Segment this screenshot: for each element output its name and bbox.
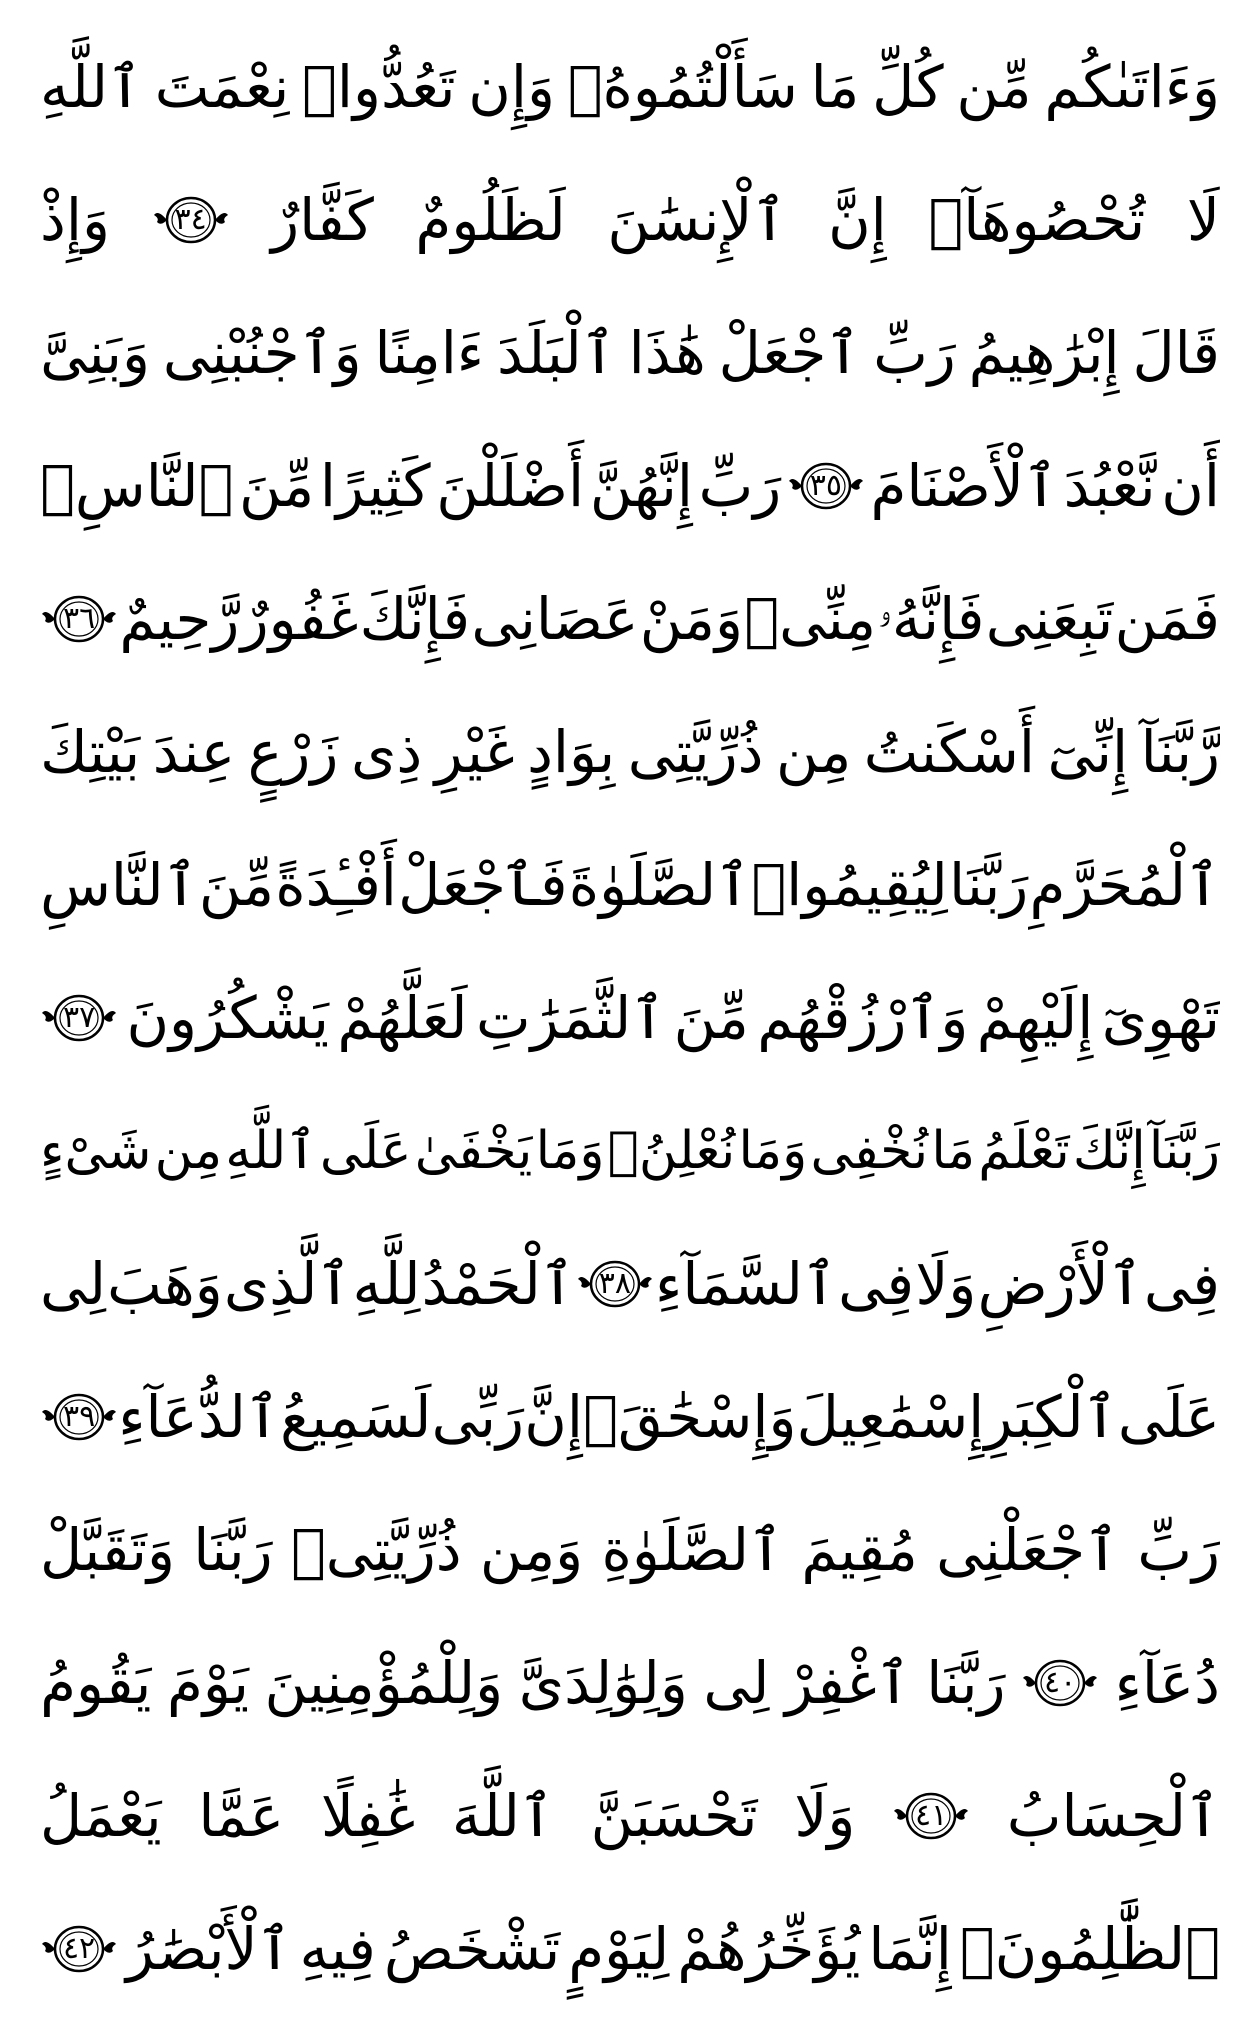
ayah-marker: [892, 1785, 970, 1847]
verse-word: عَلَى: [1117, 1382, 1220, 1451]
verse-word: رَّحِيمٌ: [119, 584, 240, 653]
verse-word: شَىْءٍ: [40, 1120, 152, 1181]
verse-word: ءَامِنًا: [374, 318, 485, 387]
text-line: [40, 1350, 1220, 1483]
verse-word: تَبِعَنِى: [985, 584, 1114, 653]
verse-word: مِّنَ: [239, 451, 315, 520]
ayah-marker: [787, 455, 865, 517]
verse-word: ٱلصَّلَوٰةِ: [601, 1515, 783, 1584]
ayah-marker: [40, 588, 118, 650]
verse-word: فَٱجْعَلْ: [398, 850, 568, 919]
verse-word: بِوَادٍ: [527, 717, 616, 786]
verse-word: غَفُورٌ: [240, 584, 359, 653]
verse-word: عَصَانِى: [471, 584, 639, 653]
verse-word: دُعَآءِ: [1114, 1648, 1220, 1717]
verse-word: ذُرِّيَّتِى: [627, 717, 764, 786]
verse-word: ذِى: [350, 717, 423, 786]
verse-word: وَلَا: [794, 1781, 856, 1850]
verse-word: كُلِّ: [872, 52, 944, 121]
verse-word: ٱجْعَلْنِى: [936, 1515, 1120, 1584]
verse-word: وَمَا: [535, 1120, 605, 1181]
verse-word: رَبِّ: [1137, 1515, 1220, 1584]
verse-word: فَإِنَّكَ: [359, 584, 471, 653]
verse-word: لَسَمِيعُ: [280, 1382, 432, 1451]
verse-word: لِى: [703, 1648, 770, 1717]
verse-word: مَا: [931, 1120, 976, 1181]
verse-word: فَمَن: [1114, 584, 1220, 653]
text-line: [40, 1483, 1220, 1616]
ayah-number: ٤٠: [1043, 1664, 1077, 1700]
verse-word: لَا: [1186, 185, 1220, 254]
verse-word: وَٱرْزُقْهُم: [757, 983, 969, 1052]
mushaf-page: [40, 20, 1220, 2020]
verse-word: رَبِّى: [431, 1382, 525, 1451]
verse-word: لِيَوْمٍ: [568, 1914, 670, 1983]
verse-word: يُؤَخِّرُهُمْ: [677, 1914, 861, 1983]
verse-word: ٱلسَّمَآءِ: [655, 1249, 837, 1318]
verse-word: مُقِيمَ: [801, 1515, 918, 1584]
ayah-marker: [40, 1918, 118, 1980]
verse-word: يَعْمَلُ: [40, 1781, 162, 1850]
verse-word: وَإِسْحَٰقَۚ: [583, 1382, 797, 1451]
verse-word: ٱللَّهِ: [40, 52, 142, 121]
verse-word: مِّنَ: [198, 850, 275, 919]
verse-word: رَبَّنَا: [193, 1515, 273, 1584]
ayah-marker: [40, 1386, 118, 1448]
text-line: [40, 286, 1220, 419]
ayah-marker: [40, 987, 118, 1049]
verse-word: تُحْصُوهَآۗ: [928, 185, 1146, 254]
ayah-number: ٣٩: [62, 1398, 96, 1434]
verse-word: وَٱجْنُبْنِى: [162, 318, 362, 387]
verse-word: فَإِنَّهُۥ: [877, 584, 985, 653]
verse-word: أَضْلَلْنَ: [436, 451, 585, 520]
verse-word: ٱلظَّٰلِمُونَۚ: [959, 1914, 1220, 1983]
ayah-marker: [152, 189, 230, 251]
verse-word: إِنَّمَا: [868, 1914, 952, 1983]
text-line: [40, 818, 1220, 951]
verse-word: وَمِن: [479, 1515, 584, 1584]
verse-word: أَسْكَنتُ: [863, 717, 1035, 786]
verse-word: رَبِّ: [873, 318, 956, 387]
verse-word: يَوْمَ: [166, 1648, 249, 1717]
verse-word: يَشْكُرُونَ: [126, 983, 329, 1052]
verse-word: تَعْلَمُ: [978, 1120, 1070, 1181]
verse-word: نُعْلِنُۗ: [607, 1120, 736, 1181]
verse-word: تَشْخَصُ: [383, 1914, 561, 1983]
verse-word: لِى: [40, 1249, 107, 1318]
verse-word: وَمَا: [738, 1120, 808, 1181]
verse-word: لِيُقِيمُوا۟: [751, 850, 948, 919]
verse-word: وَءَاتَىٰكُم: [1044, 52, 1220, 121]
verse-word: فِى: [1143, 1249, 1220, 1318]
verse-word: كَثِيرًا: [319, 451, 431, 520]
verse-word: وَمَنْ: [639, 584, 743, 653]
verse-word: ٱلنَّاسِۖ: [40, 451, 234, 520]
verse-word: وَهَبَ: [107, 1249, 223, 1318]
verse-word: غَيْرِ: [434, 717, 515, 786]
ayah-number: ٤١: [915, 1797, 948, 1833]
verse-word: عَلَى: [319, 1120, 412, 1181]
verse-word: يَخْفَىٰ: [414, 1120, 533, 1181]
verse-word: رَبِّ: [698, 451, 782, 520]
text-line: [40, 153, 1220, 286]
verse-word: هَٰذَا: [628, 318, 706, 387]
verse-word: رَبَّنَا: [926, 1648, 1006, 1717]
verse-word: ٱلْمُحَرَّمِ: [1029, 850, 1220, 919]
verse-word: وَلِوَٰلِدَىَّ: [518, 1648, 688, 1717]
verse-word: إِبْرَٰهِيمُ: [968, 318, 1120, 387]
verse-word: إِنَّ: [828, 185, 887, 254]
verse-word: تَهْوِىٓ: [1101, 983, 1220, 1052]
verse-word: مِنِّىۖ: [744, 584, 877, 653]
text-line: [40, 1882, 1220, 2015]
verse-word: وَتَقَبَّلْ: [40, 1515, 175, 1584]
verse-word: تَعُدُّوا۟: [302, 52, 456, 121]
verse-word: وَإِذْ: [40, 185, 110, 254]
verse-word: لَعَلَّهُمْ: [337, 983, 468, 1052]
verse-word: تَحْسَبَنَّ: [590, 1781, 758, 1850]
verse-word: ٱللَّهَ: [451, 1781, 554, 1850]
ayah-number: ٣٦: [62, 600, 96, 636]
text-line: [40, 1749, 1220, 1882]
verse-word: ٱغْفِرْ: [784, 1648, 911, 1717]
ayah-number: ٤٢: [62, 1930, 96, 1966]
text-line: [40, 1217, 1220, 1350]
verse-word: رَّبَّنَآ: [1140, 717, 1220, 786]
ayah-number: ٣٤: [174, 201, 207, 237]
verse-word: عَمَّا: [198, 1781, 285, 1850]
ayah-number: ٣٥: [809, 467, 842, 503]
verse-word: إِنَّهُنَّ: [589, 451, 693, 520]
ayah-number: ٣٨: [598, 1265, 632, 1301]
verse-word: إِسْمَٰعِيلَ: [796, 1382, 985, 1451]
verse-word: وَلَا: [915, 1249, 977, 1318]
verse-word: ٱلْحِسَابُ: [1006, 1781, 1220, 1850]
verse-word: ٱلْبَلَدَ: [496, 318, 616, 387]
verse-word: ٱلْكِبَرِ: [984, 1382, 1118, 1451]
ayah-marker: [576, 1253, 654, 1315]
verse-word: أَن: [1161, 451, 1220, 520]
verse-word: سَأَلْتُمُوهُۚ: [567, 52, 798, 121]
verse-word: ٱلصَّلَوٰةَ: [568, 850, 751, 919]
verse-word: نَّعْبُدَ: [1063, 451, 1156, 520]
verse-word: ٱلْأَصْنَامَ: [870, 451, 1058, 520]
text-line: [40, 419, 1220, 552]
verse-word: مِّنَ: [673, 983, 749, 1052]
verse-word: نُخْفِى: [810, 1120, 929, 1181]
verse-word: ٱجْعَلْ: [718, 318, 861, 387]
verse-word: إِنَّكَ: [1072, 1120, 1146, 1181]
verse-word: وَلِلْمُؤْمِنِينَ: [264, 1648, 504, 1717]
verse-word: قَالَ: [1132, 318, 1220, 387]
verse-word: ٱلْأَبْصَٰرُ: [126, 1914, 292, 1983]
verse-word: عِندَ: [152, 717, 236, 786]
text-line: [40, 552, 1220, 685]
verse-word: وَبَنِىَّ: [40, 318, 151, 387]
verse-word: ٱلْحَمْدُ: [421, 1249, 575, 1318]
verse-word: مِن: [154, 1120, 223, 1181]
text-line: [40, 1084, 1220, 1217]
verse-word: إِنِّىٓ: [1047, 717, 1129, 786]
verse-word: رَبَّنَآ: [1148, 1120, 1220, 1181]
verse-word: فِيهِ: [299, 1914, 376, 1983]
verse-word: نِعْمَتَ: [154, 52, 290, 121]
text-line: [40, 685, 1220, 818]
verse-word: ٱللَّهِ: [225, 1120, 317, 1181]
verse-word: إِلَيْهِمْ: [976, 983, 1094, 1052]
verse-word: لَظَلُومٌ: [415, 185, 566, 254]
verse-word: ذُرِّيَّتِىۚ: [290, 1515, 462, 1584]
text-line: [40, 20, 1220, 153]
ayah-number: ٣٧: [62, 999, 96, 1035]
verse-word: زَرْعٍ: [247, 717, 339, 786]
verse-word: ٱلثَّمَرَٰتِ: [475, 983, 666, 1052]
verse-word: ٱلْإِنسَٰنَ: [607, 185, 787, 254]
verse-word: بَيْتِكَ: [40, 717, 141, 786]
verse-word: ٱلْأَرْضِ: [977, 1249, 1143, 1318]
verse-word: ٱلنَّاسِ: [40, 850, 198, 919]
verse-word: إِنَّ: [524, 1382, 583, 1451]
verse-word: فِى: [838, 1249, 915, 1318]
verse-word: كَفَّارٌ: [271, 185, 374, 254]
verse-word: ٱلدُّعَآءِ: [118, 1382, 280, 1451]
verse-word: مِّن: [956, 52, 1032, 121]
verse-word: غَٰفِلًا: [320, 1781, 416, 1850]
text-line: [40, 1616, 1220, 1749]
verse-word: مَا: [810, 52, 860, 121]
ayah-marker: [1021, 1652, 1099, 1714]
verse-word: مِن: [776, 717, 852, 786]
verse-word: ٱلَّذِى: [223, 1249, 352, 1318]
verse-word: أَفْـِٔدَةً: [275, 850, 397, 919]
verse-word: وَإِن: [468, 52, 555, 121]
verse-word: رَبَّنَا: [948, 850, 1029, 919]
verse-word: يَقُومُ: [40, 1648, 152, 1717]
text-line: [40, 951, 1220, 1084]
verse-word: لِلَّهِ: [352, 1249, 421, 1318]
